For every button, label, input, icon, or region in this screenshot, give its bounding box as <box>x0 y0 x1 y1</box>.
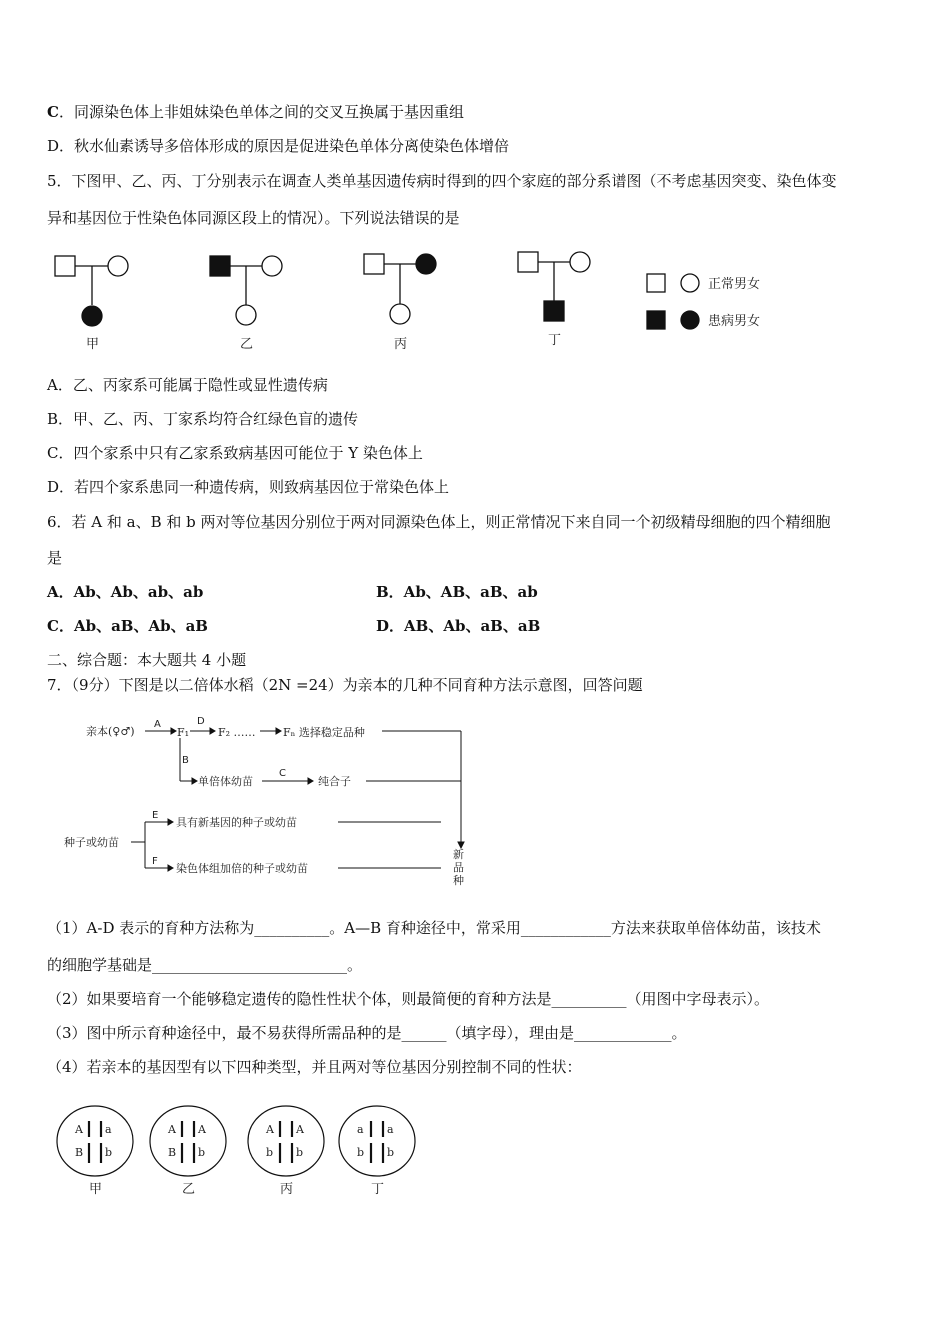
flow-label-e: E <box>152 810 159 821</box>
gene-label: A <box>296 1123 304 1136</box>
flow-newvar-3: 种 <box>453 874 464 887</box>
legend-affected: 患病男女 <box>708 314 761 329</box>
flow-label-d: D <box>197 716 205 727</box>
flow-label-f: F <box>152 856 158 867</box>
q6-option-a: A．Ab、Ab、ab、ab <box>47 583 204 601</box>
flow-label-c: C <box>279 768 286 779</box>
q5-option-d: D．若四个家系患同一种遗传病，则致病基因位于常染色体上 <box>47 478 450 496</box>
flow-seed: 种子或幼苗 <box>64 836 119 849</box>
pedigree-ding <box>518 252 590 321</box>
genotype-cells <box>57 1106 415 1197</box>
q7-part1-a: （1）A-D 表示的育种方法称为__________。A—B 育种途径中，常采用____________方法来获取单倍体幼苗，该技术 <box>47 919 821 937</box>
gene-label: B <box>75 1146 84 1159</box>
cell-label: 丙 <box>280 1182 294 1197</box>
flow-f1: F₁ <box>177 726 190 739</box>
flow-fn: Fₙ 选择稳定品种 <box>283 726 365 739</box>
q6-stem-2: 是 <box>47 549 63 567</box>
q7-part1-b: 的细胞学基础是__________________________。 <box>47 956 363 974</box>
cell-label: 乙 <box>182 1182 196 1197</box>
flow-doubled: 染色体组加倍的种子或幼苗 <box>176 862 308 875</box>
gene-label: A <box>168 1123 176 1136</box>
pedigree-label-ding: 丁 <box>548 333 562 348</box>
pedigree-label-bing: 丙 <box>394 337 408 352</box>
q5-stem-1: 5．下图甲、乙、丙、丁分别表示在调查人类单基因遗传病时得到的四个家庭的部分系谱图（不考虑基因突变、染色体变 <box>47 172 837 190</box>
gene-label: A <box>198 1123 206 1136</box>
flow-newgene: 具有新基因的种子或幼苗 <box>176 816 297 829</box>
flow-newvar-2: 品 <box>453 861 464 874</box>
pedigree-label-jia: 甲 <box>86 337 100 352</box>
q5-option-c: C．四个家系中只有乙家系致病基因可能位于 Y 染色体上 <box>47 444 423 462</box>
cell-label: 甲 <box>89 1182 103 1197</box>
flow-haploid: 单倍体幼苗 <box>198 775 253 788</box>
q6-option-c: C．Ab、aB、Ab、aB <box>47 617 208 635</box>
q5-stem-2: 异和基因位于性染色体同源区段上的情况）。下列说法错误的是 <box>47 209 460 227</box>
pedigree-bing <box>364 254 436 324</box>
q4-option-c: C．同源染色体上非姐妹染色单体之间的交叉互换属于基因重组 <box>47 103 464 121</box>
cell-3 <box>339 1106 415 1176</box>
pedigree-yi <box>210 256 282 325</box>
q5-option-a: A．乙、丙家系可能属于隐性或显性遗传病 <box>47 376 328 394</box>
gene-label: a <box>105 1123 112 1136</box>
q6-option-b: B．Ab、AB、aB、ab <box>376 583 538 601</box>
section-2-heading: 二、综合题：本大题共 4 小题 <box>47 651 247 669</box>
gene-label: A <box>266 1123 274 1136</box>
q7-part2: （2）如果要培育一个能够稳定遗传的隐性性状个体，则最简便的育种方法是__________（用图中字母表示）。 <box>47 990 770 1008</box>
flow-pure: 纯合子 <box>318 775 351 788</box>
pedigree-label-yi: 乙 <box>240 337 254 352</box>
legend-normal: 正常男女 <box>708 277 761 292</box>
gene-label: b <box>105 1146 113 1159</box>
cell-2 <box>248 1106 324 1176</box>
q6-option-d: D．AB、Ab、aB、aB <box>376 617 541 635</box>
flow-newvar-1: 新 <box>453 848 464 861</box>
cell-label: 丁 <box>371 1182 385 1197</box>
gene-label: b <box>266 1146 274 1159</box>
gene-label: a <box>387 1123 394 1136</box>
breeding-flowchart <box>131 728 464 871</box>
pedigree-legend <box>647 274 699 329</box>
flow-f2: F₂ …… <box>218 726 256 739</box>
flow-parent: 亲本(♀♂) <box>86 725 135 738</box>
gene-label: A <box>75 1123 83 1136</box>
q7-stem: 7．（9分）下图是以二倍体水稻（2N =24）为亲本的几种不同育种方法示意图，回答问题 <box>47 676 643 694</box>
gene-label: B <box>168 1146 177 1159</box>
flow-label-a: A <box>154 719 161 730</box>
gene-label: b <box>198 1146 206 1159</box>
q7-part4: （4）若亲本的基因型有以下四种类型，并且两对等位基因分别控制不同的性状： <box>47 1058 582 1076</box>
gene-label: b <box>296 1146 304 1159</box>
q5-option-b: B．甲、乙、丙、丁家系均符合红绿色盲的遗传 <box>47 410 359 428</box>
q7-part3: （3）图中所示育种途径中，最不易获得所需品种的是______（填字母），理由是_____________。 <box>47 1024 687 1042</box>
gene-label: b <box>357 1146 365 1159</box>
gene-label: b <box>387 1146 395 1159</box>
cell-1 <box>150 1106 226 1176</box>
pedigree-jia <box>55 256 128 326</box>
q6-stem-1: 6．若 A 和 a、B 和 b 两对等位基因分别位于两对同源染色体上，则正常情况下来自同一个初级精母细胞的四个精细胞 <box>47 513 831 531</box>
cell-0 <box>57 1106 133 1176</box>
gene-label: a <box>357 1123 364 1136</box>
q4-option-d: D．秋水仙素诱导多倍体形成的原因是促进染色单体分离使染色体增倍 <box>47 137 510 155</box>
flow-label-b: B <box>182 755 189 766</box>
